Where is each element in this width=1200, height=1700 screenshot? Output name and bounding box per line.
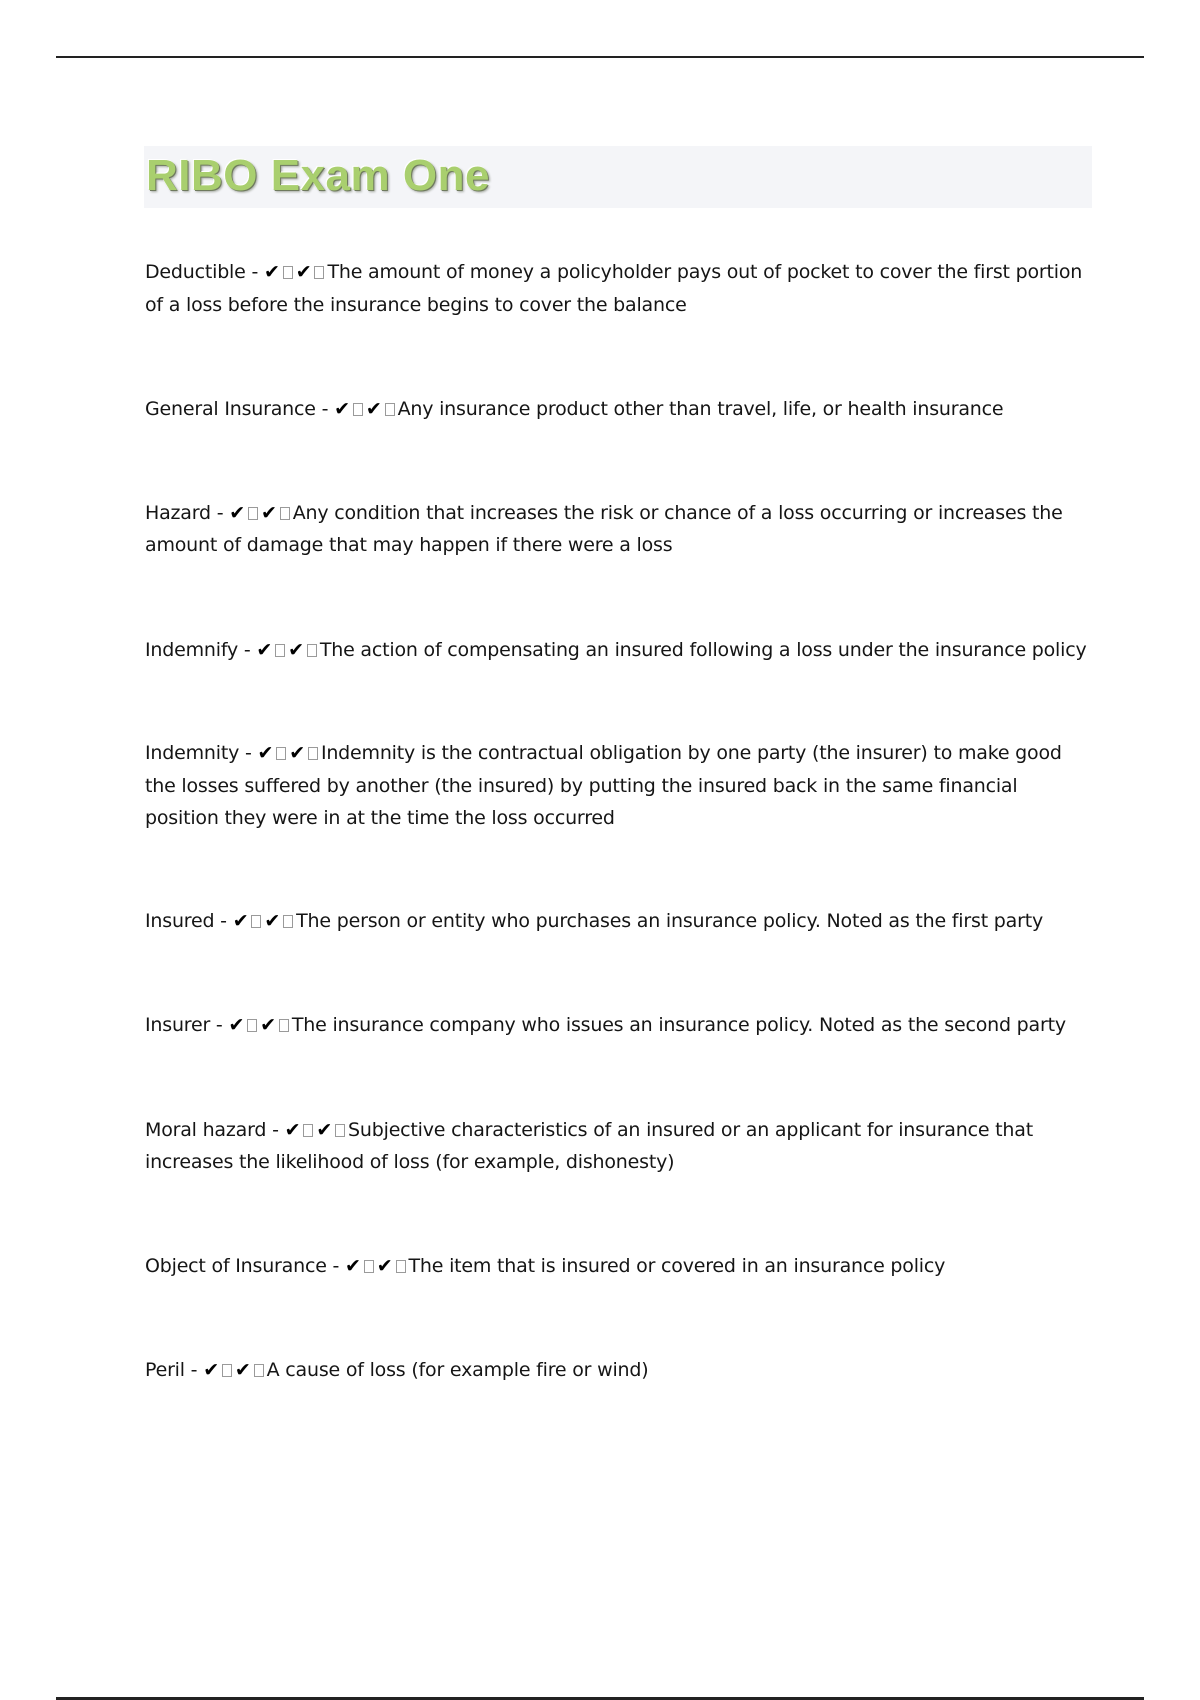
- missing-glyph-icon: [283, 915, 293, 928]
- entry-definition: The person or entity who purchases an insurance policy. Noted as the first party: [296, 909, 1043, 932]
- checkmark-icon: ✔: [365, 398, 382, 420]
- checkmark-icon: ✔: [232, 909, 249, 932]
- entry-separator: -: [214, 909, 233, 932]
- checkmark-icon: ✔: [288, 638, 304, 661]
- entry-definition: The insurance company who issues an insurance policy. Noted as the second party: [291, 1014, 1066, 1036]
- glossary-entry-indemnity: [145, 737, 1091, 835]
- missing-glyph-icon: [276, 747, 286, 760]
- entry-separator: -: [238, 638, 257, 661]
- entry-term: Peril: [145, 1359, 185, 1381]
- entry-term: Moral hazard: [145, 1118, 267, 1141]
- entry-separator: -: [184, 1359, 204, 1381]
- missing-glyph-icon: [307, 644, 317, 657]
- entry-term: Hazard: [145, 501, 211, 524]
- missing-glyph-icon: [335, 1124, 345, 1137]
- entry-separator: -: [315, 398, 335, 420]
- checkmark-icon: ✔: [316, 1118, 333, 1141]
- missing-glyph-icon: [248, 507, 258, 520]
- missing-glyph-icon: [254, 1364, 264, 1377]
- glossary-entry-moral-hazard: [145, 1114, 1091, 1179]
- checkmark-icon: ✔: [256, 638, 273, 661]
- entry-separator: -: [245, 261, 264, 283]
- glossary-entry-indemnify: [145, 634, 1091, 667]
- checkmark-icon: ✔: [257, 742, 274, 764]
- glossary-entry-peril: [145, 1354, 1091, 1387]
- entry-separator: -: [326, 1254, 346, 1277]
- glossary-entry-insurer: [145, 1009, 1091, 1042]
- missing-glyph-icon: [396, 1260, 406, 1273]
- entry-definition: Subjective characteristics of an insured or an applicant for insurance that increases the likelihood of loss (for example, dishonesty): [145, 1118, 1033, 1173]
- entry-definition: The action of compensating an insured following a loss under the insurance policy: [319, 638, 1087, 661]
- glossary-entry-object-of-insurance: [145, 1250, 1091, 1283]
- missing-glyph-icon: [280, 507, 290, 520]
- entry-definition: Indemnity is the contractual obligation by one party (the insurer) to make good the losses suffered by another (the insured) by putting the insured back in the same financial position they were in at the time the loss occurred: [145, 742, 1062, 829]
- missing-glyph-icon: [222, 1364, 232, 1377]
- missing-glyph-icon: [308, 747, 318, 760]
- checkmark-icon: ✔: [263, 261, 280, 283]
- entry-separator: -: [239, 742, 258, 764]
- checkmark-icon: ✔: [260, 501, 277, 524]
- missing-glyph-icon: [303, 1124, 313, 1137]
- checkmark-icon: ✔: [228, 1014, 245, 1036]
- checkmark-icon: ✔: [284, 1118, 301, 1141]
- entry-term: Insured: [145, 909, 215, 932]
- title-band: [144, 146, 1092, 208]
- missing-glyph-icon: [275, 644, 285, 657]
- checkmark-icon: ✔: [334, 398, 350, 420]
- glossary-entry-general-insurance: [145, 393, 1091, 426]
- checkmark-icon: ✔: [203, 1359, 219, 1381]
- checkmark-icon: ✔: [295, 261, 312, 283]
- glossary-entry-insured: [145, 905, 1091, 938]
- entry-term: Indemnify: [145, 638, 239, 661]
- entry-term: General Insurance: [145, 398, 316, 420]
- glossary-list: [145, 256, 1091, 1387]
- checkmark-icon: ✔: [260, 1014, 276, 1036]
- checkmark-icon: ✔: [289, 742, 305, 764]
- header-rule: [56, 56, 1144, 58]
- missing-glyph-icon: [353, 403, 363, 416]
- glossary-entry-deductible: [145, 256, 1091, 321]
- entry-separator: -: [210, 501, 230, 524]
- missing-glyph-icon: [247, 1019, 257, 1032]
- missing-glyph-icon: [314, 266, 324, 279]
- missing-glyph-icon: [251, 915, 261, 928]
- entry-definition: Any insurance product other than travel, life, or health insurance: [397, 398, 1004, 420]
- checkmark-icon: ✔: [264, 909, 281, 932]
- missing-glyph-icon: [364, 1260, 374, 1273]
- entry-term: Indemnity: [145, 742, 240, 764]
- missing-glyph-icon: [279, 1019, 289, 1032]
- checkmark-icon: ✔: [345, 1254, 361, 1277]
- document-title: RIBO Exam One: [146, 151, 490, 200]
- entry-definition: Any condition that increases the risk or chance of a loss occurring or increases the amount of damage that may happen if there were a loss: [145, 501, 1063, 556]
- missing-glyph-icon: [385, 403, 395, 416]
- entry-definition: The amount of money a policyholder pays out of pocket to cover the first portion of a loss before the insurance begins to cover the balance: [145, 261, 1083, 316]
- checkmark-icon: ✔: [376, 1254, 393, 1277]
- entry-term: Deductible: [145, 261, 246, 283]
- entry-term: Insurer: [145, 1014, 211, 1036]
- entry-separator: -: [266, 1118, 285, 1141]
- entry-definition: The item that is insured or covered in an insurance policy: [408, 1254, 946, 1277]
- entry-definition: A cause of loss (for example fire or wind): [266, 1359, 649, 1381]
- missing-glyph-icon: [283, 266, 293, 279]
- glossary-entry-hazard: [145, 497, 1091, 562]
- checkmark-icon: ✔: [229, 501, 245, 524]
- entry-separator: -: [210, 1014, 229, 1036]
- entry-term: Object of Insurance: [145, 1254, 327, 1277]
- checkmark-icon: ✔: [234, 1359, 251, 1381]
